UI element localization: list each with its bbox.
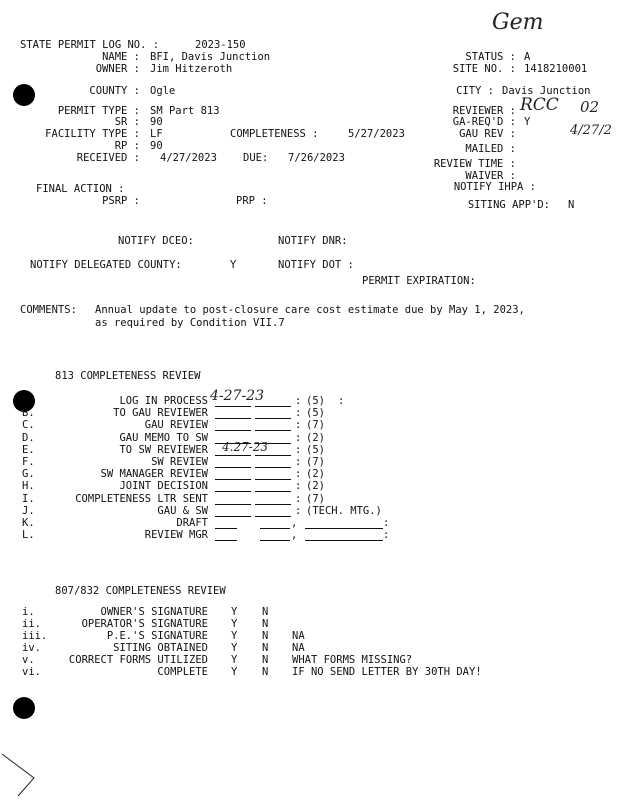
review-813-comma: , — [291, 529, 298, 542]
scan-corner-mark — [0, 750, 40, 800]
review-807-num: i. — [22, 606, 35, 618]
review-813-date-line — [255, 430, 291, 431]
review-813-date-line — [260, 540, 290, 541]
review-813-title: 813 COMPLETENESS REVIEW — [55, 370, 201, 382]
facility-type-value: LF — [150, 128, 163, 140]
review-807-label: SITING OBTAINED — [113, 642, 208, 654]
name-label: NAME : — [102, 51, 140, 63]
punch-hole-bottom — [13, 697, 35, 719]
handwritten-reviewer-date: 4/27/2 — [570, 123, 612, 138]
handwritten-gem: Gem — [492, 10, 544, 35]
review-807-yes: Y — [231, 642, 238, 654]
review-813-colon: : — [295, 395, 302, 407]
punch-hole-top — [13, 84, 35, 106]
final-action-label: FINAL ACTION : — [36, 183, 125, 195]
review-813-sign-line — [305, 528, 383, 529]
review-813-date-line — [215, 540, 237, 541]
review-807-no: N — [262, 630, 269, 642]
facility-type-label: FACILITY TYPE : — [45, 128, 140, 140]
mailed-label: MAILED : — [465, 143, 516, 155]
review-813-date-line — [215, 455, 251, 456]
review-813-date-line — [215, 528, 237, 529]
status-value: A — [524, 51, 531, 63]
review-813-letter: K. — [22, 517, 35, 529]
handwritten-log-in-date: 4-27-23 — [210, 388, 264, 404]
review-813-code: (7) — [306, 456, 325, 468]
county-label: COUNTY : — [89, 85, 140, 97]
review-813-colon: : — [295, 419, 302, 432]
review-813-colon: : — [295, 492, 302, 505]
prp-label: PRP : — [236, 195, 268, 207]
review-813-date-line — [255, 479, 291, 480]
handwritten-reviewer-initials: RCC — [520, 95, 559, 115]
review-807-yes: Y — [231, 618, 238, 630]
review-813-label: JOINT DECISION — [119, 480, 208, 493]
review-813-label: REVIEW MGR — [144, 529, 208, 542]
permit-type-label: PERMIT TYPE : — [57, 105, 140, 117]
review-813-date-line — [215, 491, 251, 492]
review-807-note: NA — [292, 642, 305, 654]
review-813-date-line — [215, 467, 251, 468]
handwritten-reviewer-mark: 02 — [580, 98, 600, 116]
review-813-date-line — [215, 430, 251, 431]
log-no-value: 2023-150 — [195, 39, 246, 51]
review-807-yes: Y — [231, 654, 238, 666]
permit-expiration-label: PERMIT EXPIRATION: — [362, 275, 476, 287]
review-813-colon: : — [295, 504, 302, 517]
permit-type-value: SM Part 813 — [150, 105, 220, 117]
review-813-date-line — [215, 516, 251, 517]
review-807-no: N — [262, 666, 269, 678]
review-813-letter: L. — [22, 529, 35, 542]
review-813-date-line — [255, 406, 291, 407]
review-813-sign-line — [305, 540, 383, 541]
psrp-label: PSRP : — [102, 195, 140, 207]
siting-label: SITING APP'D: — [467, 199, 550, 211]
review-813-date-line — [255, 455, 291, 456]
review-813-code: (2) — [306, 431, 325, 444]
notify-dot-label: NOTIFY DOT : — [278, 259, 354, 271]
review-807-label: P.E.'S SIGNATURE — [106, 630, 208, 642]
review-813-date-line — [215, 418, 251, 419]
review-813-colon: : — [295, 443, 302, 456]
review-813-label: COMPLETENESS LTR SENT — [75, 492, 208, 505]
review-813-label: LOG IN PROCESS — [119, 395, 208, 407]
received-label: RECEIVED : — [76, 152, 140, 164]
review-813-code: (5) — [306, 395, 325, 407]
review-813-letter: D. — [22, 431, 35, 444]
review-807-no: N — [262, 606, 269, 618]
review-813-letter: E. — [22, 443, 35, 456]
review-813-letter: I. — [22, 492, 35, 505]
comments-line-1: Annual update to post-closure care cost estimate due by May 1, 2023, — [95, 304, 525, 316]
review-813-code: (TECH. MTG.) — [306, 504, 382, 517]
review-807-yes: Y — [231, 606, 238, 618]
status-label: STATUS : — [465, 51, 516, 63]
owner-label: OWNER : — [95, 63, 140, 75]
review-813-colon: : — [295, 431, 302, 444]
review-807-label: OWNER'S SIGNATURE — [100, 606, 208, 618]
notify-dnr-label: NOTIFY DNR: — [278, 235, 348, 247]
review-807-no: N — [262, 618, 269, 630]
review-813-date-line — [215, 504, 251, 505]
review-813-code: (5) — [306, 407, 325, 420]
review-813-letter: C. — [22, 419, 35, 432]
sr-value: 90 — [150, 116, 163, 128]
city-value: Davis Junction — [502, 85, 591, 97]
review-813-colon: : — [383, 529, 390, 542]
review-813-label: SW REVIEW — [151, 456, 208, 468]
review-813-colon: : — [295, 407, 302, 420]
review-813-letter: H. — [22, 480, 35, 493]
city-label: CITY : — [456, 85, 494, 97]
owner-value: Jim Hitzeroth — [150, 63, 233, 75]
notify-dceo-label: NOTIFY DCEO: — [118, 235, 194, 247]
completeness-value: 5/27/2023 — [348, 128, 405, 140]
review-813-label: TO SW REVIEWER — [119, 443, 208, 456]
gau-rev-label: GAU REV : — [459, 128, 516, 140]
review-813-colon: : — [383, 517, 390, 529]
review-813-label: GAU MEMO TO SW — [119, 431, 208, 444]
review-813-date-line — [255, 467, 291, 468]
review-807-num: iii. — [22, 630, 48, 642]
review-807-no: N — [262, 654, 269, 666]
review-time-label: REVIEW TIME : — [433, 158, 516, 170]
handwritten-to-sw-reviewer-date: 4.27-23 — [222, 440, 269, 454]
waiver-label: WAIVER : — [465, 170, 516, 182]
rp-label: RP : — [114, 140, 140, 152]
review-813-date-line — [255, 418, 291, 419]
review-813-colon: : — [295, 480, 302, 493]
comments-line-2: as required by Condition VII.7 — [95, 317, 285, 329]
review-813-letter: B. — [22, 407, 35, 420]
notify-delegated-label: NOTIFY DELEGATED COUNTY: — [30, 259, 182, 271]
ga-req-value: Y — [524, 116, 531, 128]
review-807-label: OPERATOR'S SIGNATURE — [81, 618, 208, 630]
review-813-code: (7) — [306, 419, 325, 432]
notify-delegated-value: Y — [230, 259, 237, 271]
review-813-letter: F. — [22, 456, 35, 468]
review-813-code: (7) — [306, 492, 325, 505]
review-813-colon: : — [295, 456, 302, 468]
completeness-label: COMPLETENESS : — [230, 128, 319, 140]
review-807-label: CORRECT FORMS UTILIZED — [68, 654, 208, 666]
reviewer-label: REVIEWER : — [452, 105, 516, 117]
name-value: BFI, Davis Junction — [150, 51, 271, 63]
review-807-num: ii. — [22, 618, 41, 630]
review-813-letter: G. — [22, 468, 35, 481]
rp-value: 90 — [150, 140, 163, 152]
review-807-yes: Y — [231, 666, 238, 678]
review-813-label: SW MANAGER REVIEW — [100, 468, 208, 481]
review-813-comma: , — [291, 517, 298, 529]
sr-label: SR : — [114, 116, 140, 128]
review-813-date-line — [260, 528, 290, 529]
review-813-date-line — [255, 491, 291, 492]
county-value: Ogle — [150, 85, 176, 97]
review-807-note: WHAT FORMS MISSING? — [292, 654, 413, 666]
review-813-code: (2) — [306, 468, 325, 481]
review-813-date-line — [255, 504, 291, 505]
log-no-label: STATE PERMIT LOG NO. : — [20, 39, 160, 51]
review-813-code: (5) — [306, 443, 325, 456]
review-807-num: v. — [22, 654, 35, 666]
review-813-date-line — [255, 516, 291, 517]
review-813-colon-extra: : — [338, 395, 345, 407]
siting-value: N — [568, 199, 575, 211]
review-813-label: GAU & SW — [157, 504, 208, 517]
review-807-label: COMPLETE — [157, 666, 208, 678]
review-813-label: TO GAU REVIEWER — [113, 407, 208, 420]
review-807-title: 807/832 COMPLETENESS REVIEW — [55, 585, 226, 597]
received-value: 4/27/2023 — [160, 152, 217, 164]
comments-label: COMMENTS: — [20, 304, 77, 316]
review-813-letter: J. — [22, 504, 35, 517]
site-no-label: SITE NO. : — [452, 63, 516, 75]
review-807-num: iv. — [22, 642, 41, 654]
review-813-label: GAU REVIEW — [144, 419, 208, 432]
due-value: 7/26/2023 — [288, 152, 345, 164]
review-813-code: (2) — [306, 480, 325, 493]
review-807-num: vi. — [22, 666, 41, 678]
review-807-note: IF NO SEND LETTER BY 30TH DAY! — [292, 666, 482, 678]
site-no-value: 1418210001 — [524, 63, 588, 75]
review-813-colon: : — [295, 468, 302, 481]
review-807-no: N — [262, 642, 269, 654]
review-813-label: DRAFT — [176, 517, 208, 529]
review-813-date-line — [215, 406, 251, 407]
review-807-yes: Y — [231, 630, 238, 642]
review-813-date-line — [215, 479, 251, 480]
due-label: DUE: — [243, 152, 269, 164]
review-807-note: NA — [292, 630, 305, 642]
ga-req-label: GA-REQ'D : — [452, 116, 516, 128]
notify-ihpa-label: NOTIFY IHPA : — [453, 181, 536, 193]
